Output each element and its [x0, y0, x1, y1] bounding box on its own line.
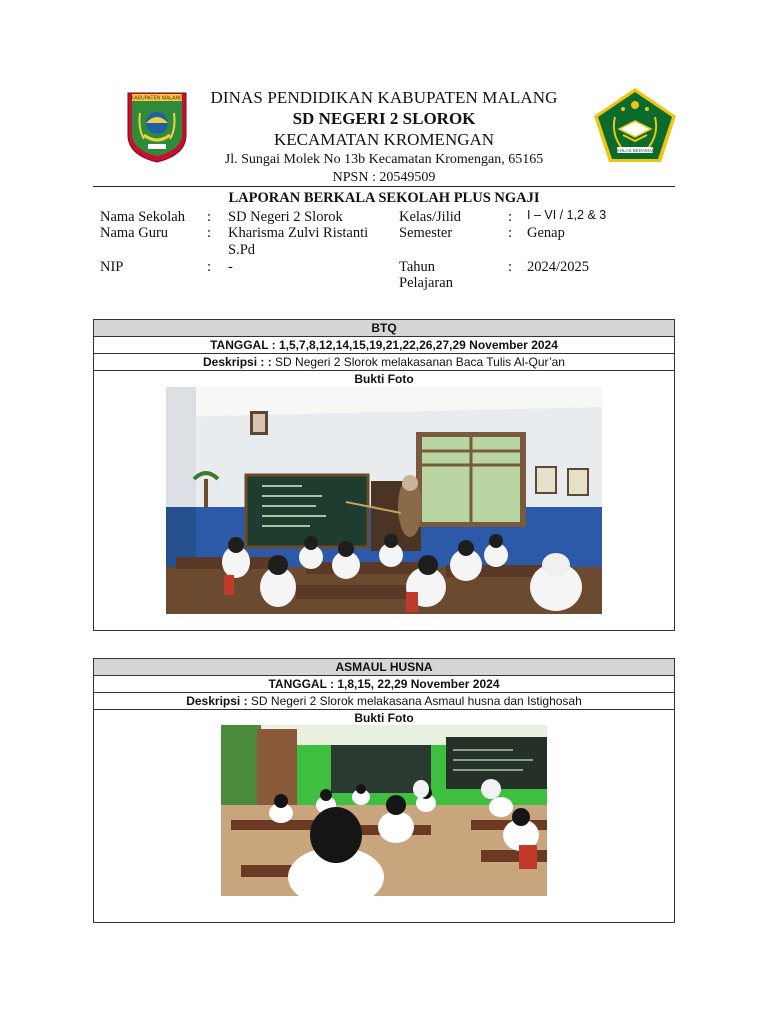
- colon: :: [508, 259, 513, 275]
- date-value: 1,5,7,8,12,14,15,19,21,22,26,27,29 November 2024: [279, 338, 558, 352]
- section-title: BTQ: [94, 320, 674, 337]
- district-name: KECAMATAN KROMENGAN: [273, 130, 495, 149]
- description-value: SD Negeri 2 Slorok melakasana Asmaul husna dan Istighosah: [247, 694, 582, 708]
- school-npsn: NPSN : 20549509: [332, 170, 436, 185]
- value-nama-guru: Kharisma Zulvi Ristanti: [228, 225, 369, 241]
- colon: :: [207, 225, 212, 241]
- svg-text:KABUPATEN MALANG: KABUPATEN MALANG: [130, 95, 184, 102]
- label-nip: NIP: [100, 259, 124, 275]
- label-nama-guru: Nama Guru: [100, 225, 169, 241]
- label-semester: Semester: [399, 225, 453, 241]
- colon: :: [508, 225, 513, 241]
- colon: :: [508, 209, 513, 225]
- value-kelas: I – VI / 1,2 & 3: [527, 208, 607, 222]
- school-name: SD NEGERI 2 SLOROK: [292, 109, 476, 128]
- header-divider: [93, 186, 675, 187]
- agency-name: DINAS PENDIDIKAN KABUPATEN MALANG: [210, 88, 558, 107]
- letterhead: [190, 87, 578, 186]
- section-title: ASMAUL HUSNA: [94, 659, 674, 676]
- photo-label: Bukti Foto: [354, 711, 414, 725]
- kemenag-logo-icon: [593, 87, 677, 163]
- section-date-row: [94, 676, 674, 693]
- date-value: 1,8,15, 22,29 November 2024: [337, 677, 500, 691]
- section-date-row: [94, 337, 674, 354]
- section-description-row: [94, 693, 674, 710]
- label-pelajaran: Pelajaran: [399, 275, 453, 291]
- date-label: TANGGAL :: [268, 677, 338, 691]
- value-nip: -: [228, 259, 233, 275]
- label-kelas: Kelas/Jilid: [399, 209, 462, 225]
- description-value: SD Negeri 2 Slorok melakasanan Baca Tulis Al-Qur’an: [271, 355, 565, 369]
- btq-classroom-photo: [166, 387, 602, 614]
- school-address: Jl. Sungai Molek No 13b Kecamatan Kromengan, 65165: [224, 152, 544, 167]
- section-description-row: [94, 354, 674, 371]
- value-semester: Genap: [527, 225, 565, 241]
- value-tahun: 2024/2025: [527, 259, 590, 275]
- photo-label: Bukti Foto: [354, 372, 414, 386]
- asmaul-husna-classroom-photo: [221, 725, 547, 896]
- report-title: LAPORAN BERKALA SEKOLAH PLUS NGAJI: [228, 190, 540, 206]
- value-nama-sekolah: SD Negeri 2 Slorok: [228, 209, 343, 225]
- date-label: TANGGAL :: [210, 338, 279, 352]
- kabupaten-malang-logo-icon: [126, 89, 188, 163]
- svg-text:IKHLAS BERAMAL: IKHLAS BERAMAL: [615, 148, 655, 153]
- description-label: Deskripsi :: [186, 694, 248, 708]
- value-nama-guru-title: S.Pd: [228, 242, 256, 258]
- label-tahun: Tahun: [399, 259, 436, 275]
- description-label: Deskripsi : :: [203, 355, 272, 369]
- colon: :: [207, 209, 212, 225]
- colon: :: [207, 259, 212, 275]
- label-nama-sekolah: Nama Sekolah: [100, 209, 185, 225]
